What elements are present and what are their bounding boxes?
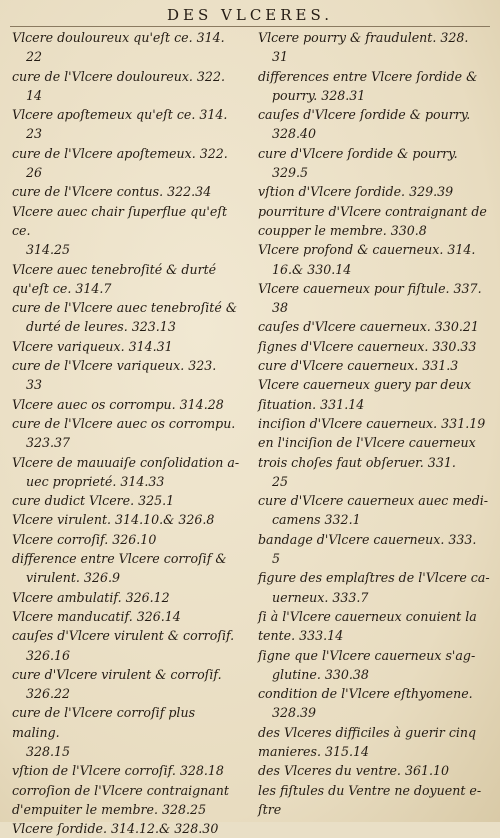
right-column [258, 28, 490, 819]
index-line: uerneux. 333.7 [272, 589, 369, 605]
index-line: glutine. 330.38 [272, 666, 369, 682]
index-line: camens 332.1 [272, 512, 361, 528]
index-line: cure d'Vlcere cauerneux. 331.3 [258, 358, 459, 374]
index-line: 33 [26, 377, 43, 393]
index-line: ſignes d'Vlcere cauerneux. 330.33 [258, 338, 477, 354]
index-line: 323.37 [26, 435, 71, 451]
index-line: vſtion d'Vlcere ſordide. 329.39 [258, 184, 454, 200]
index-line: corroſion de l'Vlcere contraignant [12, 782, 229, 798]
index-line: 328.15 [26, 743, 71, 759]
index-line: Vlcere profond & cauerneux. 314. [258, 242, 476, 258]
index-line: cauſes d'Vlcere virulent & corroſif. [12, 628, 235, 644]
index-line: Vlcere cauerneux guery par deux [258, 377, 472, 393]
index-line: cure d'Vlcere ſordide & pourry. [258, 145, 458, 161]
index-line: cure de l'Vlcere corroſif plus maling. [12, 705, 196, 740]
index-line: Vlcere ambulatif. 326.12 [12, 589, 170, 605]
index-line: cure de l'Vlcere douloureux. 322. [12, 68, 225, 84]
index-line: cauſes d'Vlcere cauerneux. 330.21 [258, 319, 479, 335]
index-line: durté de leures. 323.13 [26, 319, 176, 335]
index-line: Vlcere douloureux qu'eſt ce. 314. [12, 30, 225, 45]
index-line: d'empuiter le membre. 328.25 [12, 801, 207, 817]
index-line: 22 [26, 49, 43, 65]
index-line: Vlcere de mauuaiſe conſolidation a- [12, 454, 240, 470]
index-line: cure d'Vlcere cauerneux auec medi- [258, 493, 489, 509]
index-line: Vlcere auec os corrompu. 314.28 [12, 396, 224, 412]
index-line: 26 [26, 165, 43, 181]
index-line: Vlcere auec tenebroſité & durté [12, 261, 217, 277]
index-line: trois choſes faut obſeruer. 331. [258, 454, 456, 470]
index-line: 38 [272, 300, 289, 316]
index-line: cure dudict Vlcere. 325.1 [12, 493, 175, 509]
index-line: cure de l'Vlcere contus. 322.34 [12, 184, 212, 200]
index-line: cure de l'Vlcere apoſtemeux. 322. [12, 145, 228, 161]
index-line: en l'inciſion de l'Vlcere cauerneux [258, 435, 476, 451]
left-column [12, 28, 244, 838]
index-line: ſi à l'Vlcere cauerneux conuient la [258, 608, 477, 624]
index-line: 23 [26, 126, 43, 142]
index-line: manieres. 315.14 [258, 743, 370, 759]
index-line: Vlcere ſordide. 314.12.& 328.30 [12, 821, 219, 837]
index-line: Vlcere auec chair ſuperflue qu'eſt ce. [12, 203, 228, 238]
index-line: Vlcere cauerneux pour fiſtule. 337. [258, 280, 482, 296]
running-header: DES VLCERES. [167, 6, 333, 24]
index-line: Vlcere virulent. 314.10.& 326.8 [12, 512, 215, 528]
index-line: differences entre Vlcere ſordide & [258, 68, 478, 84]
index-line: 5 [272, 551, 281, 567]
index-line: 31 [272, 49, 289, 65]
index-line: 328.39 [272, 705, 317, 721]
index-line: qu'eſt ce. 314.7 [12, 280, 112, 296]
index-line: des Vlceres difficiles à guerir cinq [258, 724, 477, 740]
index-line: pourriture d'Vlcere contraignant de [258, 203, 487, 219]
index-line: cauſes d'Vlcere ſordide & pourry. [258, 107, 471, 123]
index-line: cure d'Vlcere virulent & corroſif. [12, 666, 222, 682]
header-rule [10, 26, 490, 27]
index-line: virulent. 326.9 [26, 570, 120, 586]
index-line: bandage d'Vlcere cauerneux. 333. [258, 531, 477, 547]
index-line: cure de l'Vlcere variqueux. 323. [12, 358, 217, 374]
index-line: Vlcere variqueux. 314.31 [12, 338, 173, 354]
index-line: vſtion de l'Vlcere corroſif. 328.18 [12, 763, 224, 779]
index-line: cure de l'Vlcere auec tenebroſité & [12, 300, 238, 316]
index-line: Vlcere pourry & fraudulent. 328. [258, 30, 469, 45]
index-line: figure des emplaſtres de l'Vlcere ca- [258, 570, 490, 586]
index-line: 25 [272, 473, 289, 489]
index-line: tente. 333.14 [258, 628, 344, 644]
index-line: 326.16 [26, 647, 71, 663]
index-line: 328.40 [272, 126, 317, 142]
index-line: des Vlceres du ventre. 361.10 [258, 763, 450, 779]
index-line: ſituation. 331.14 [258, 396, 365, 412]
index-line: 329.5 [272, 165, 309, 181]
index-line: Vlcere apoſtemeux qu'eſt ce. 314. [12, 107, 228, 123]
index-line: 16.& 330.14 [272, 261, 352, 277]
index-line: Vlcere manducatif. 326.14 [12, 608, 181, 624]
index-line: 314.25 [26, 242, 71, 258]
index-line: uec proprieté. 314.33 [26, 473, 165, 489]
index-line: ſtre [258, 801, 282, 817]
index-line: pourry. 328.31 [272, 87, 366, 103]
index-line: ſigne que l'Vlcere cauerneux s'ag- [258, 647, 476, 663]
index-line: condition de l'Vlcere eſthyomene. [258, 686, 473, 702]
index-line: Vlcere corroſif. 326.10 [12, 531, 157, 547]
index-line: 326.22 [26, 686, 71, 702]
index-line: 14 [26, 87, 43, 103]
index-line: coupper le membre. 330.8 [258, 222, 427, 238]
index-line: difference entre Vlcere corroſif & [12, 551, 227, 567]
index-line: les fiſtules du Ventre ne doyuent e- [258, 782, 482, 798]
index-line: cure de l'Vlcere auec os corrompu. [12, 415, 236, 431]
index-line: inciſion d'Vlcere cauerneux. 331.19 [258, 415, 486, 431]
